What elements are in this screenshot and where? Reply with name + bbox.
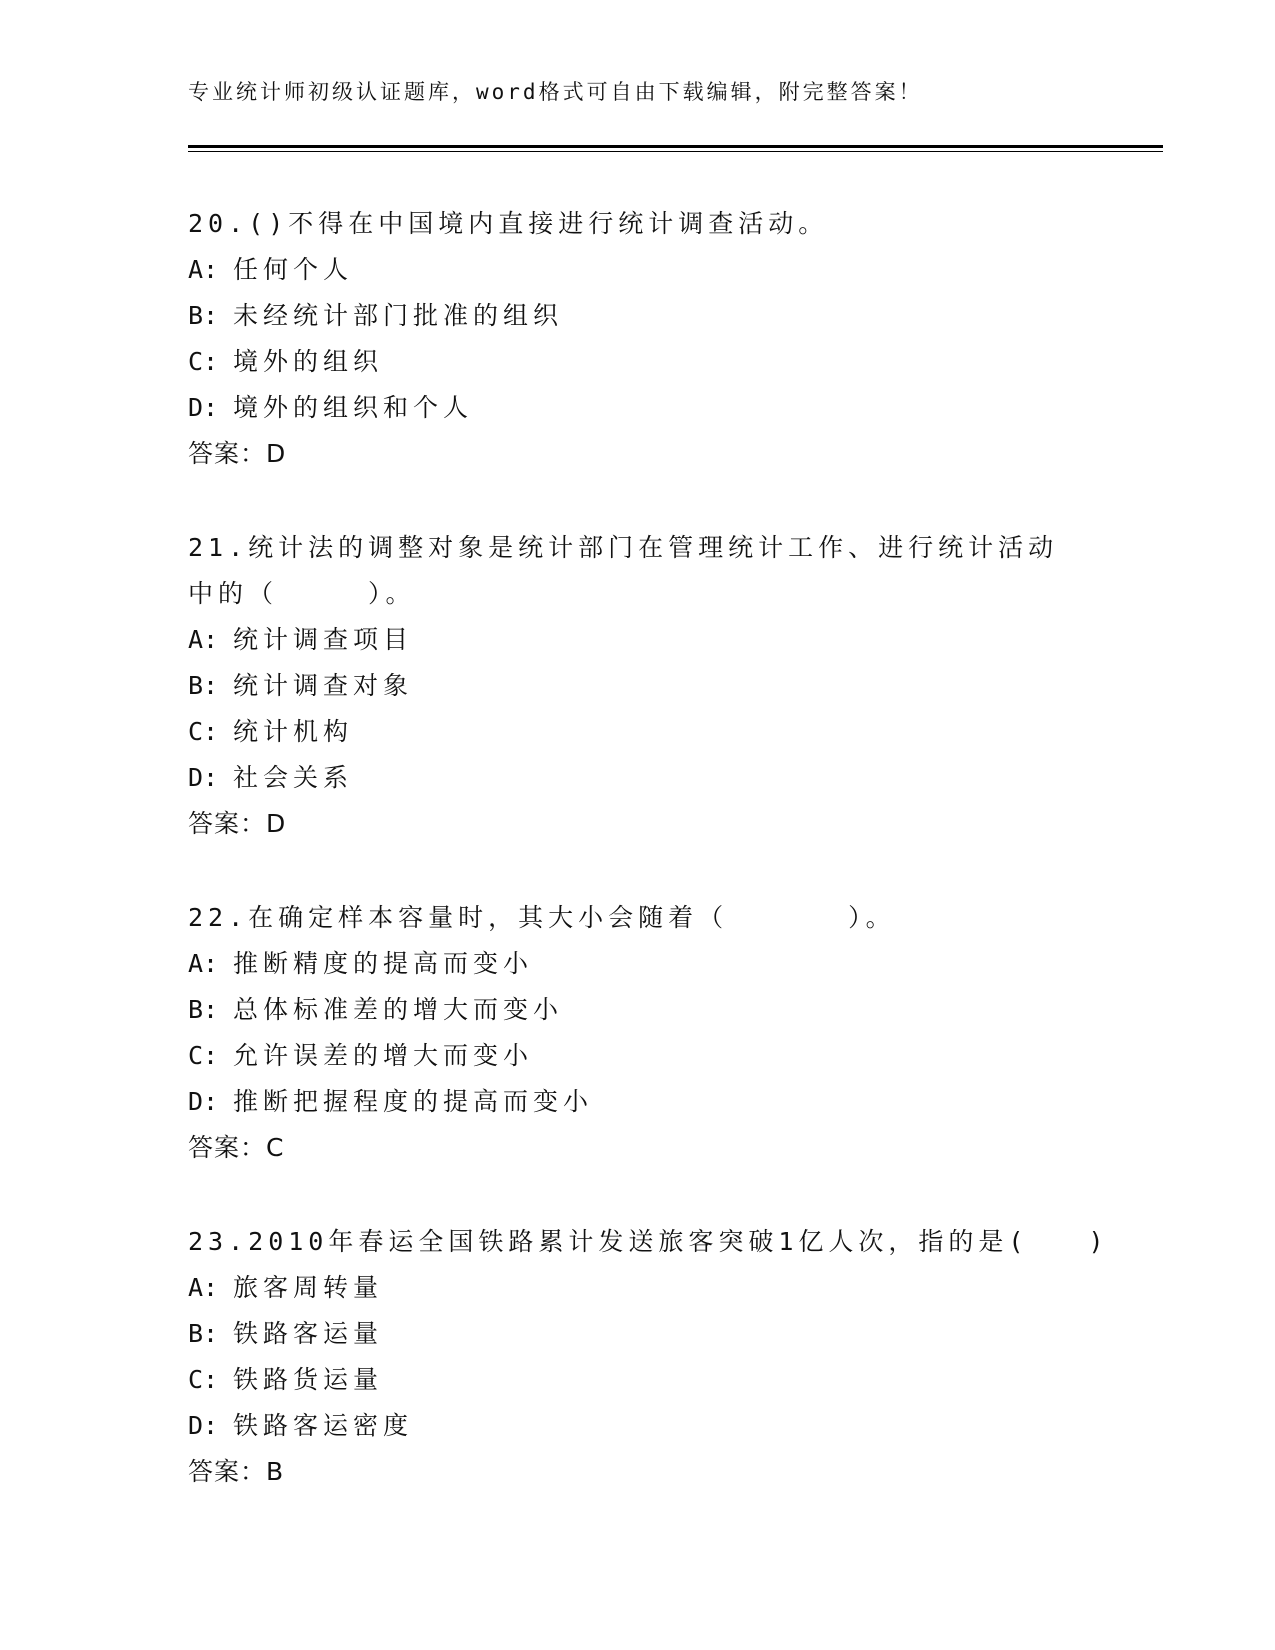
option-letter: A: xyxy=(188,1273,219,1302)
question-stem: 21.统计法的调整对象是统计部门在管理统计工作、进行统计活动中的（ ）。 xyxy=(188,533,1059,608)
option-b xyxy=(188,663,1088,709)
option-text: 铁路客运量 xyxy=(233,1319,384,1348)
option-a xyxy=(188,617,1088,663)
answer-line: 答案：B xyxy=(188,1457,285,1486)
question-stem: 20.()不得在中国境内直接进行统计调查活动。 xyxy=(188,209,829,238)
option-letter: D: xyxy=(188,393,219,422)
option-text: 统计调查项目 xyxy=(233,625,414,654)
question-list xyxy=(188,201,1109,1543)
question-23 xyxy=(188,1219,1109,1495)
option-d xyxy=(188,1079,1088,1125)
option-text: 统计调查对象 xyxy=(233,671,414,700)
option-c xyxy=(188,709,1088,755)
option-text: 铁路货运量 xyxy=(233,1365,384,1394)
question-22 xyxy=(188,895,1088,1171)
option-letter: D: xyxy=(188,1411,219,1440)
option-text: 任何个人 xyxy=(233,255,354,284)
option-d xyxy=(188,755,1088,801)
option-d xyxy=(188,385,1088,431)
option-letter: C: xyxy=(188,1365,219,1394)
page-header: 专业统计师初级认证题库，word格式可自由下载编辑，附完整答案！ xyxy=(188,80,923,104)
option-letter: C: xyxy=(188,1041,219,1070)
answer-line: 答案：D xyxy=(188,439,287,468)
option-c xyxy=(188,1357,1088,1403)
header-rule-thin xyxy=(188,151,1163,152)
option-text: 旅客周转量 xyxy=(233,1273,384,1302)
option-a xyxy=(188,247,1088,293)
option-b xyxy=(188,1311,1088,1357)
question-stem: 22.在确定样本容量时，其大小会随着（ ）。 xyxy=(188,903,896,932)
option-a xyxy=(188,1265,1088,1311)
option-letter: B: xyxy=(188,671,219,700)
option-text: 总体标准差的增大而变小 xyxy=(233,995,564,1024)
option-b xyxy=(188,293,1088,339)
question-21 xyxy=(188,525,1088,847)
answer-line: 答案：C xyxy=(188,1133,285,1162)
question-20 xyxy=(188,201,1088,477)
option-c xyxy=(188,1033,1088,1079)
option-letter: A: xyxy=(188,255,219,284)
option-text: 统计机构 xyxy=(233,717,354,746)
option-letter: B: xyxy=(188,1319,219,1348)
option-letter: C: xyxy=(188,717,219,746)
option-text: 推断精度的提高而变小 xyxy=(233,949,534,978)
option-text: 铁路客运密度 xyxy=(233,1411,414,1440)
option-c xyxy=(188,339,1088,385)
header-rule-thick xyxy=(188,145,1163,148)
option-b xyxy=(188,987,1088,1033)
option-letter: A: xyxy=(188,949,219,978)
option-text: 未经统计部门批准的组织 xyxy=(233,301,564,330)
option-letter: C: xyxy=(188,347,219,376)
option-letter: B: xyxy=(188,995,219,1024)
option-letter: D: xyxy=(188,1087,219,1116)
question-stem: 23.2010年春运全国铁路累计发送旅客突破1亿人次，指的是( ) xyxy=(188,1227,1109,1256)
option-text: 允许误差的增大而变小 xyxy=(233,1041,534,1070)
option-d xyxy=(188,1403,1088,1449)
option-letter: D: xyxy=(188,763,219,792)
option-text: 推断把握程度的提高而变小 xyxy=(233,1087,594,1116)
option-text: 境外的组织 xyxy=(233,347,384,376)
option-text: 境外的组织和个人 xyxy=(233,393,474,422)
option-a xyxy=(188,941,1088,987)
answer-line: 答案：D xyxy=(188,809,287,838)
option-text: 社会关系 xyxy=(233,763,354,792)
option-letter: A: xyxy=(188,625,219,654)
option-letter: B: xyxy=(188,301,219,330)
